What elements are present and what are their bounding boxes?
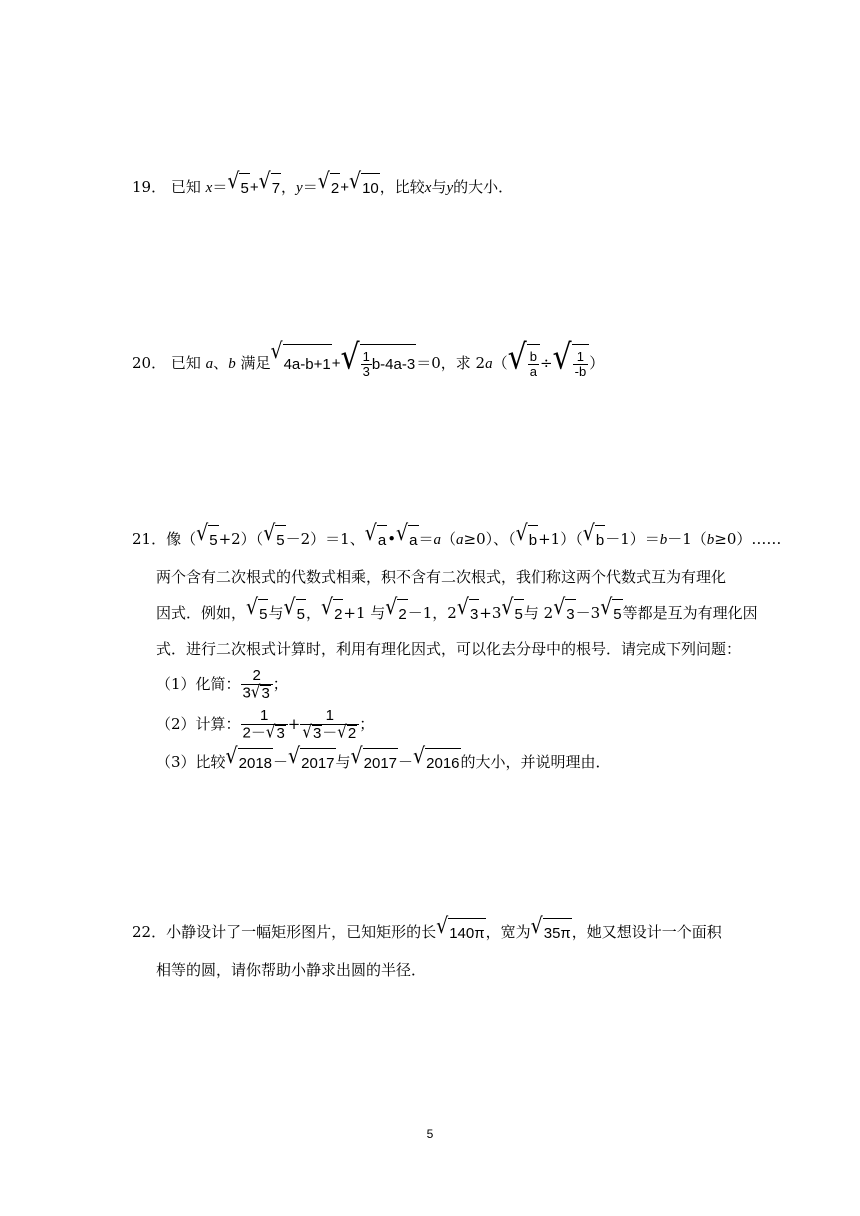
- sqrt-expression: √ 7: [259, 173, 281, 204]
- page-number: 5: [426, 1127, 434, 1141]
- sub-question-2: （2）计算： 1 2－ √ 3 + 1 √ 3 － √ 2 ；: [156, 706, 375, 743]
- question-21-text: 因式．例如， √ 5 与 √ 5 ， √ 2 +1 与 √ 2 －1，2 √ 3 +3 √ 5 与 2 √ 3 －3 √ 5 等都是互为有理化因: [156, 598, 758, 630]
- sub-question-3: （3）比较 √ 2018 － √ 2017 与 √ 2017 － √ 2016 的大小，并说明理由．: [156, 747, 611, 779]
- question-number: 20．: [132, 354, 167, 372]
- question-22-text: 相等的圆，请你帮助小静求出圆的半径．: [156, 961, 427, 979]
- question-number: 19．: [132, 178, 167, 196]
- question-21-text: 式．进行二次根式计算时，利用有理化因式，可以化去分母中的根号．请完成下列问题：: [156, 640, 742, 658]
- sqrt-expression: √ 10: [349, 173, 380, 204]
- sqrt-expression: √ 2: [318, 173, 340, 204]
- sqrt-expression: √ 4a-b+1: [270, 344, 331, 385]
- question-21: 21．像（ √ 5 +2）（ √ 5 －2）＝1、 √ a • √ a ＝a（a≥0）、（ √ b +1）（ √ b －1）＝b－1（b≥0）……: [132, 524, 781, 556]
- question-20: 20． 已知 a、b 满足 √ 4a-b+1 + √ $\frac{1}{3}$ b-4a-3 ＝0，求 2a（ √ $\frac{b}{a}$ ÷ √ $\frac{1}{-b}$ ）: [132, 343, 604, 385]
- sqrt-expression: √ $\frac{b}{a}$: [508, 344, 540, 385]
- sub-question-1: （1）化简： 2 3 √ 3 ；: [156, 666, 288, 703]
- question-number: 22．: [132, 923, 167, 941]
- question-21-text: 两个含有二次根式的代数式相乘，积不含有二次根式，我们称这两个代数式互为有理化: [156, 568, 727, 586]
- question-19: 19． 已知 x＝ √ 5 + √ 7 ，y＝ √ 2 + √ 10 ，比较x与y的大小．: [132, 172, 513, 204]
- sqrt-expression: √ $\frac{1}{3}$ b-4a-3: [340, 344, 416, 385]
- sqrt-expression: √ $\frac{1}{-b}$: [553, 344, 590, 385]
- question-number: 21．: [132, 530, 167, 548]
- question-22: 22．小静设计了一幅矩形图片，已知矩形的长 √ 140π ，宽为 √ 35π ，她又想设计一个面积: [132, 917, 722, 949]
- sqrt-expression: √ 5: [227, 173, 249, 204]
